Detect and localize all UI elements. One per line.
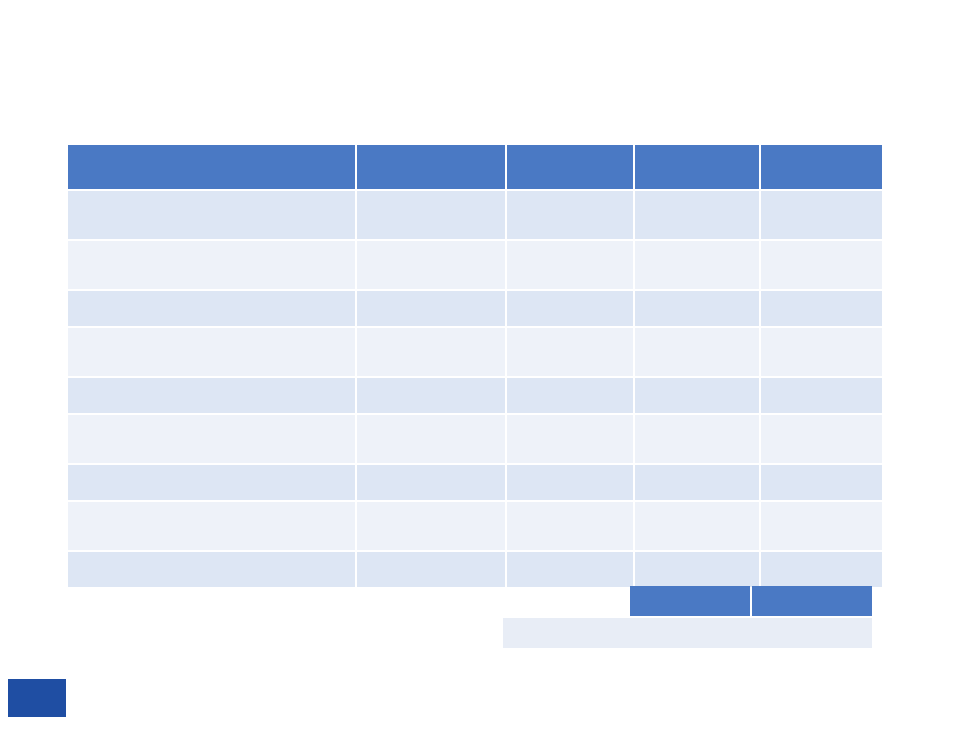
axis-cell [68,502,355,550]
fund-cell [357,415,505,463]
priorities-cell [507,191,633,239]
efs-cell [761,552,882,587]
axis-cell [68,291,355,326]
table-row [68,291,882,326]
efs-cell [761,241,882,289]
fund-cell [357,328,505,376]
bottom-decorative-strip [205,718,760,732]
grand-total [503,618,872,648]
efrr-cell [635,191,759,239]
efs-cell [761,191,882,239]
fund-cell [357,552,505,587]
priorities-cell [507,328,633,376]
fund-cell [357,502,505,550]
efs-cell [761,465,882,500]
podlaskie-logo [872,665,952,721]
top-decorative-strip [220,4,940,17]
eu-flag-icon [8,679,66,717]
budget-table [66,143,884,589]
fund-cell [357,241,505,289]
priorities-cell [507,415,633,463]
table-row [68,502,882,550]
total-efrr [630,586,750,616]
efs-cell [761,502,882,550]
fund-cell [357,191,505,239]
priorities-cell [507,465,633,500]
efrr-cell [635,291,759,326]
priorities-cell [507,552,633,587]
efrr-cell [635,502,759,550]
efrr-cell [635,552,759,587]
efrr-cell [635,415,759,463]
bison-mosaic-icon [872,665,952,711]
totals-row [630,586,872,616]
efs-cell [761,328,882,376]
fund-cell [357,465,505,500]
axis-cell [68,191,355,239]
efs-cell [761,415,882,463]
table-row [68,378,882,413]
efrr-cell [635,465,759,500]
efrr-cell [635,328,759,376]
efs-cell [761,291,882,326]
table-row [68,191,882,239]
axis-cell [68,552,355,587]
header-efs [761,145,882,189]
header-fund [357,145,505,189]
efs-cell [761,378,882,413]
priorities-cell [507,241,633,289]
priorities-cell [507,291,633,326]
table-row [68,328,882,376]
fund-cell [357,291,505,326]
table-row [68,415,882,463]
total-efs [752,586,872,616]
header-axis [68,145,355,189]
priorities-cell [507,502,633,550]
axis-cell [68,328,355,376]
axis-cell [68,378,355,413]
header-priorities [507,145,633,189]
table-row [68,241,882,289]
priorities-cell [507,378,633,413]
axis-cell [68,241,355,289]
axis-cell [68,465,355,500]
header-efrr [635,145,759,189]
efrr-cell [635,378,759,413]
axis-cell [68,415,355,463]
efrr-cell [635,241,759,289]
table-header-row [68,145,882,189]
table-row [68,552,882,587]
table-row [68,465,882,500]
fund-cell [357,378,505,413]
